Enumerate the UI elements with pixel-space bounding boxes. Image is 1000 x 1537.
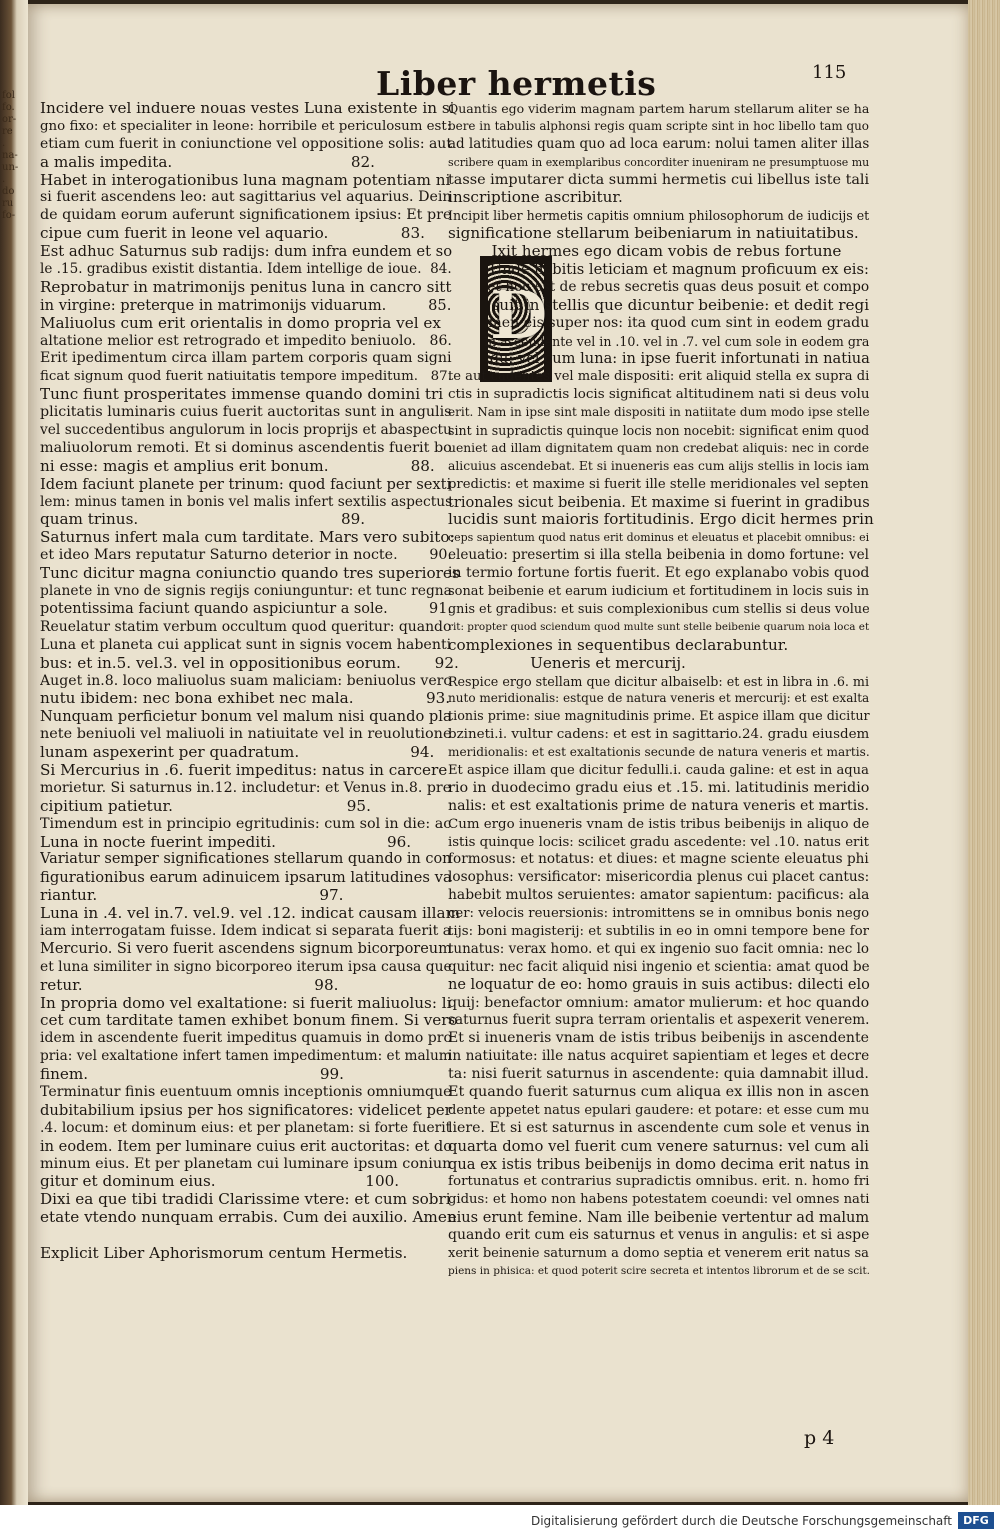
text-line: le .15. gradibus existit distantia. Idem intellige de ioue. 84.: [40, 261, 452, 278]
text-line: et ideo Mars reputatur Saturno deterior in nocte. 90.: [40, 547, 452, 564]
text-line: Luna et planeta cui applicat sunt in signis vocem habenti: [40, 636, 452, 653]
text-line: plicitatis luminaris cuius fuerit auctoritas sunt in angulis: [40, 404, 452, 421]
text-line: saturnus fuerit supra terram orientalis et aspexerit venerem.: [448, 1012, 870, 1029]
text-line: xerit beinenie saturnum a domo septia et venerem erit natus sa: [448, 1246, 869, 1261]
text-line: etiam cum fuerit in coniunctione vel oppositione solis: aut: [40, 135, 452, 152]
text-line: trionales sicut beibenia. Et maxime si fuerint in gradibus: [448, 493, 870, 511]
text-line: Respice ergo stellam que dicitur albaiselb: et est in libra in .6. mi: [448, 673, 869, 689]
footer-bar: [0, 1505, 1000, 1537]
text-line: rio in duodecimo gradu eius et .15. mi. latitudinis meridio: [448, 779, 870, 796]
right-column: [448, 100, 878, 1281]
text-line: figurationibus earum adinuicem ipsarum latitudines va: [40, 869, 452, 887]
text-line: Dixi ea que tibi tradidi Clarissime vtere: et cum sobri: [40, 1191, 451, 1209]
text-line: de quidam eorum auferunt significationem ipsius: Et pre: [40, 207, 452, 224]
text-line: lucidis sunt maioris fortitudinis. Ergo dicit hermes prin: [448, 511, 874, 529]
folio-number: 115: [812, 62, 847, 83]
text-line: gno fixo: et specialiter in leone: horribile et periculosum est:: [40, 118, 452, 134]
text-line: Luna in .4. vel in.7. vel.9. vel .12. indicat causam illam: [40, 905, 460, 923]
text-line: Maliuolus cum erit orientalis in domo propria vel ex: [40, 314, 441, 332]
text-line: Timendum est in principio egritudinis: cum sol in die: ac: [40, 815, 452, 832]
text-line: iam interrogatam fuisse. Idem indicat si separata fuerit a: [40, 922, 452, 939]
text-line: fortunatus et contrarius supradictis omnibus. erit. n. homo fri: [448, 1174, 870, 1190]
text-line: inscriptione ascribitur.: [448, 189, 623, 207]
text-line: cer: velocis reuersionis: intromittens se in omnibus bonis nego: [448, 906, 870, 922]
text-line: tasse imputarer dicta summi hermetis cui libellus iste tali: [448, 171, 870, 188]
text-line: quij: benefactor omnium: amator mulierum: et hoc quando: [448, 994, 870, 1011]
text-line: tionis prime: siue magnitudinis prime. Et aspice illam que dicitur: [448, 709, 870, 725]
text-line: Erit ipedimentum circa illam partem corporis quam signi: [40, 350, 452, 367]
text-line: retur. 98.: [40, 976, 339, 994]
text-line: ad latitudies quam quo ad loca earum: nolui tamen aliter illas: [448, 135, 870, 152]
text-line: ctis in supradictis locis significat altitudinem nati si deus volu: [448, 387, 870, 403]
text-line: Et aspice illam que dicitur fedulli.i. cauda galine: et est in aqua: [448, 762, 869, 778]
text-line: cet cum tarditate tamen exhibet bonum finem. Si vero: [40, 1012, 458, 1030]
text-line: gitur et dominum eius. 100.: [40, 1173, 400, 1191]
text-line: meridionalis: et est exaltationis secunde de natura veneris et martis.: [448, 745, 870, 760]
text-line: rit: propter quod sciendum quod multe sunt stelle beibenie quarum noia loca et: [448, 620, 870, 633]
footer-credit: Digitalisierung gefördert durch die Deutsche Forschungsgemeinschaft: [530, 1514, 952, 1528]
text-line: in natiuitate: ille natus acquiret sapientiam et leges et decre: [448, 1048, 870, 1065]
printer-signature: p 4: [804, 1427, 835, 1449]
text-line: piens in phisica: et quod poterit scire secreta et intentos librorum et de se scit.: [448, 1264, 870, 1277]
text-line: Saturnus infert mala cum tarditate. Mars vero subito:: [40, 529, 455, 547]
dfg-logo: DFG: [958, 1512, 994, 1529]
text-line: ta: nisi fuerit saturnus in ascendente: quia damnabit illud.: [448, 1066, 869, 1083]
text-line: Nunquam perficietur bonum vel malum nisi quando pla: [40, 708, 452, 726]
text-line: sonat beibenie et earum iudicium et fortitudinem in locis suis in: [448, 584, 870, 600]
text-line: in eodem. Item per luminare cuius erit auctoritas: et do: [40, 1137, 453, 1155]
text-line: qua ex istis tribus beibenijs in domo decima erit natus in: [448, 1155, 870, 1173]
text-line: nalis: et est exaltationis prime de natura veneris et martis.: [448, 797, 869, 814]
text-line: Si Mercurius in .6. fuerit impeditus: natus in carcere: [40, 761, 448, 779]
text-line: in termio fortune fortis fuerit. Et ego explanabo vobis quod: [448, 565, 870, 582]
text-line: complexiones in sequentibus declarabuntur.: [448, 636, 789, 654]
text-line: Incidere vel induere nouas vestes Luna existente in si: [40, 100, 455, 117]
text-line: dente appetet natus epulari gaudere: et potare: et esse cum mu: [448, 1102, 870, 1118]
text-line: tijs: boni magisterij: et subtilis in eo in omni tempore bene for: [448, 923, 870, 939]
text-line: [40, 1227, 460, 1245]
text-line: Quantis ego viderim magnam partem harum stellarum aliter se ha: [448, 101, 870, 116]
text-line: suit in stellis que dicuntur beibenie: et dedit regi: [448, 296, 870, 314]
text-line: Mercurio. Si vero fuerit ascendens signum bicorporeum: [40, 940, 452, 957]
text-line: gidus: et homo non habens potestatem coeundi: vel omnes nati: [448, 1192, 870, 1208]
text-line: Auget in.8. loco maliuolus suam maliciam: beniuolus vero: [40, 672, 452, 689]
running-title: Liber hermetis: [376, 64, 657, 103]
text-line: altatione melior est retrogrado et impedito beniuolo. 86.: [40, 332, 452, 349]
text-line: lem: minus tamen in bonis vel malis infert sextilis aspectus: [40, 493, 453, 510]
text-line: Variatur semper significationes stellarum quando in con: [40, 851, 452, 868]
text-line: sint in supradictis quinque locis non nocebit: significat enim quod: [448, 423, 870, 439]
text-line: du: vel cum luna: in ipse fuerit infortunati in natiua: [448, 350, 870, 368]
text-line: quam trinus. 89.: [40, 511, 366, 529]
text-line: predictis: et maxime si fuerit ille stelle meridionales vel septen: [448, 476, 869, 492]
text-line: Tunc dicitur magna coniunctio quando tres superiores: [40, 565, 460, 583]
text-line: si fuerit ascendens leo: aut sagittarius vel aquarius. Dein: [40, 189, 452, 206]
text-line: etate vtendo nunquam errabis. Cum dei auxilio. Amen: [40, 1209, 457, 1227]
text-line: Est adhuc Saturnus sub radijs: dum infra eundem et so: [40, 243, 453, 261]
text-line: eleuatio: presertim si illa stella beibenia in domo fortune: vel: [448, 547, 869, 564]
text-line: Ixit hermes ego dicam vobis de rebus fortune: [448, 243, 842, 261]
text-line: potentissima faciunt quando aspiciuntur a sole. 91.: [40, 600, 453, 617]
text-line: ni esse: magis et amplius erit bonum. 88.: [40, 457, 435, 475]
text-line: nutu ibidem: nec bona exhibet nec mala. 93.: [40, 690, 451, 708]
text-line: nuto meridionalis: estque de natura veneris et mercurij: et est exalta: [448, 691, 870, 706]
text-line: Et si inueneris vnam de istis tribus beibenijs in ascendente: [448, 1030, 869, 1047]
text-line: quando erit cum eis saturnus et venus in angulis: et si aspe: [448, 1227, 870, 1244]
text-line: a malis impedita. 82.: [40, 153, 375, 171]
text-line: alicuius ascendebat. Et si inueneris eas cum alijs stellis in locis iam: [448, 458, 870, 473]
left-edge-text: fol fo. or- re . na- un- . do ru fo-: [2, 90, 19, 221]
text-line: planete in vno de signis regijs coniunguntur: et tunc regna: [40, 583, 452, 600]
text-line: cipitium patietur. 95.: [40, 797, 371, 815]
text-line: scribere quam in exemplaribus concorditer inueniram ne presumptuose mu: [448, 155, 870, 169]
text-line: Incipit liber hermetis capitis omnium philosophorum de iudicijs et: [448, 208, 870, 224]
text-line: ficat signum quod fuerit natiuitatis tempore impeditum. 87.: [40, 369, 452, 385]
text-line: dubitabilium ipsius per hos significatores: videlicet per: [40, 1101, 452, 1119]
text-line: Cum ergo inueneris vnam de istis tribus beibenijs in aliquo de: [448, 816, 870, 832]
text-line: Unde hebitis leticiam et magnum proficuum ex eis:: [448, 261, 869, 279]
text-line: istis quinque locis: scilicet gradu ascedente: vel .10. natus erit: [448, 834, 869, 850]
text-line: Reuelatur statim verbum occultum quod queritur: quando: [40, 618, 452, 635]
text-line: in ascendente vel in .10. vel in .7. vel cum sole in eodem gra: [448, 333, 870, 349]
text-line: Idem faciunt planete per trinum: quod faciunt per sexti: [40, 475, 452, 493]
text-line: ne loquatur de eo: homo grauis in suis actibus: dilecti elo: [448, 976, 870, 993]
text-line: et luna similiter in signo bicorporeo iterum ipsa causa que: [40, 958, 452, 975]
text-line: lunam aspexerint per quadratum. 94.: [40, 744, 435, 762]
text-line: Terminatur finis euentuum omnis inceptionis omniumque: [40, 1083, 452, 1100]
text-line: idem in ascendente fuerit impeditus quamuis in domo pro: [40, 1030, 452, 1047]
right-page-edges: [968, 0, 1000, 1505]
text-line: Luna in nocte fuerint impediti. 96.: [40, 833, 412, 851]
text-line: tunatus: verax homo. et qui ex ingenio suo facit omnia: nec lo: [448, 940, 870, 957]
text-line: Reprobatur in matrimonijs penitus luna in cancro sitt: [40, 278, 452, 296]
text-line: morietur. Si saturnus in.12. includetur: et Venus in.8. pre: [40, 779, 452, 796]
text-line: In propria domo vel exaltatione: si fuerit maliuolus: li: [40, 994, 452, 1012]
text-line: quarta domo vel fuerit cum venere saturnus: vel cum ali: [448, 1137, 870, 1155]
text-line: losophus: versificator: misericordia plenus cui placet cantus:: [448, 869, 870, 886]
text-line: .4. locum: et dominum eius: et per planetam: si forte fuerit: [40, 1119, 452, 1136]
text-line: Tunc fiunt prosperitates immense quando domini tri: [40, 386, 444, 404]
initial-letter-d: D: [490, 276, 548, 354]
text-line: men eis super nos: ita quod cum sint in eodem gradu: [448, 314, 870, 331]
text-line: maliuolorum remoti. Et si dominus ascendentis fuerit bo: [40, 439, 452, 456]
text-line: Et quando fuerit saturnus cum aliqua ex illis non in ascen: [448, 1083, 870, 1100]
text-line: liere. Et si est saturnus in ascendente cum sole et venus in: [448, 1119, 870, 1136]
text-line: minum eius. Et per planetam cui luminare ipsum coniun: [40, 1155, 452, 1172]
text-line: riantur. 97.: [40, 887, 344, 905]
text-line: Habet in interogationibus luna magnam potentiam ni: [40, 171, 451, 189]
text-line: Ueneris et mercurij.: [448, 654, 686, 672]
text-line: Explicit Liber Aphorismorum centum Hermetis.: [40, 1245, 408, 1262]
text-line: in virgine: preterque in matrimonijs viduarum. 85.: [40, 296, 452, 314]
text-line: bzineti.i. vultur cadens: et est in sagittario.24. gradu eiusdem: [448, 727, 870, 743]
text-line: erit. Nam in ipse sint male dispositi in natiitate dum modo ipse stelle: [448, 405, 870, 420]
text-line: et hoc est de rebus secretis quas deus posuit et compo: [448, 278, 870, 295]
text-line: nete beniuoli vel maliuoli in natiuitate vel in reuolutione: [40, 726, 452, 743]
text-line: cipue cum fuerit in leone vel aquario. 83.: [40, 225, 425, 243]
text-line: formosus: et notatus: et diues: et magne sciente eleuatus phi: [448, 851, 869, 868]
text-line: pria: vel exaltatione infert tamen impedimentum: et malum: [40, 1048, 452, 1065]
text-line: vel succedentibus angulorum in locis proprijs et abaspectu: [40, 422, 452, 439]
left-column: [40, 100, 460, 1263]
text-line: eius erunt femine. Nam ille beibenie vertentur ad malum: [448, 1209, 870, 1227]
text-line: significatione stellarum beibeniarum in natiuitatibus.: [448, 225, 859, 243]
text-line: habebit multos seruientes: amator sapientum: pacificus: ala: [448, 887, 870, 904]
text-line: te aut cadentes vel male dispositi: erit aliquid stella ex supra di: [448, 369, 870, 385]
text-line: bus: et in.5. vel.3. vel in oppositionibus eorum. 92.: [40, 654, 459, 672]
text-line: ceps sapientum quod natus erit dominus et eleuatus et placebit omnibus: ei: [448, 531, 870, 545]
text-line: ueniet ad illam dignitatem quam non credebat aliquis: nec in corde: [448, 440, 870, 455]
text-line: quitur: nec facit aliquid nisi ingenio et scientia: amat quod be: [448, 958, 870, 975]
text-line: finem. 99.: [40, 1066, 345, 1084]
text-line: gnis et gradibus: et suis complexionibus cum stellis si deus volue: [448, 601, 870, 617]
left-page-edge: [0, 0, 28, 1505]
text-line: bere in tabulis alphonsi regis quam scripte sint in hoc libello tam quo: [448, 118, 869, 133]
